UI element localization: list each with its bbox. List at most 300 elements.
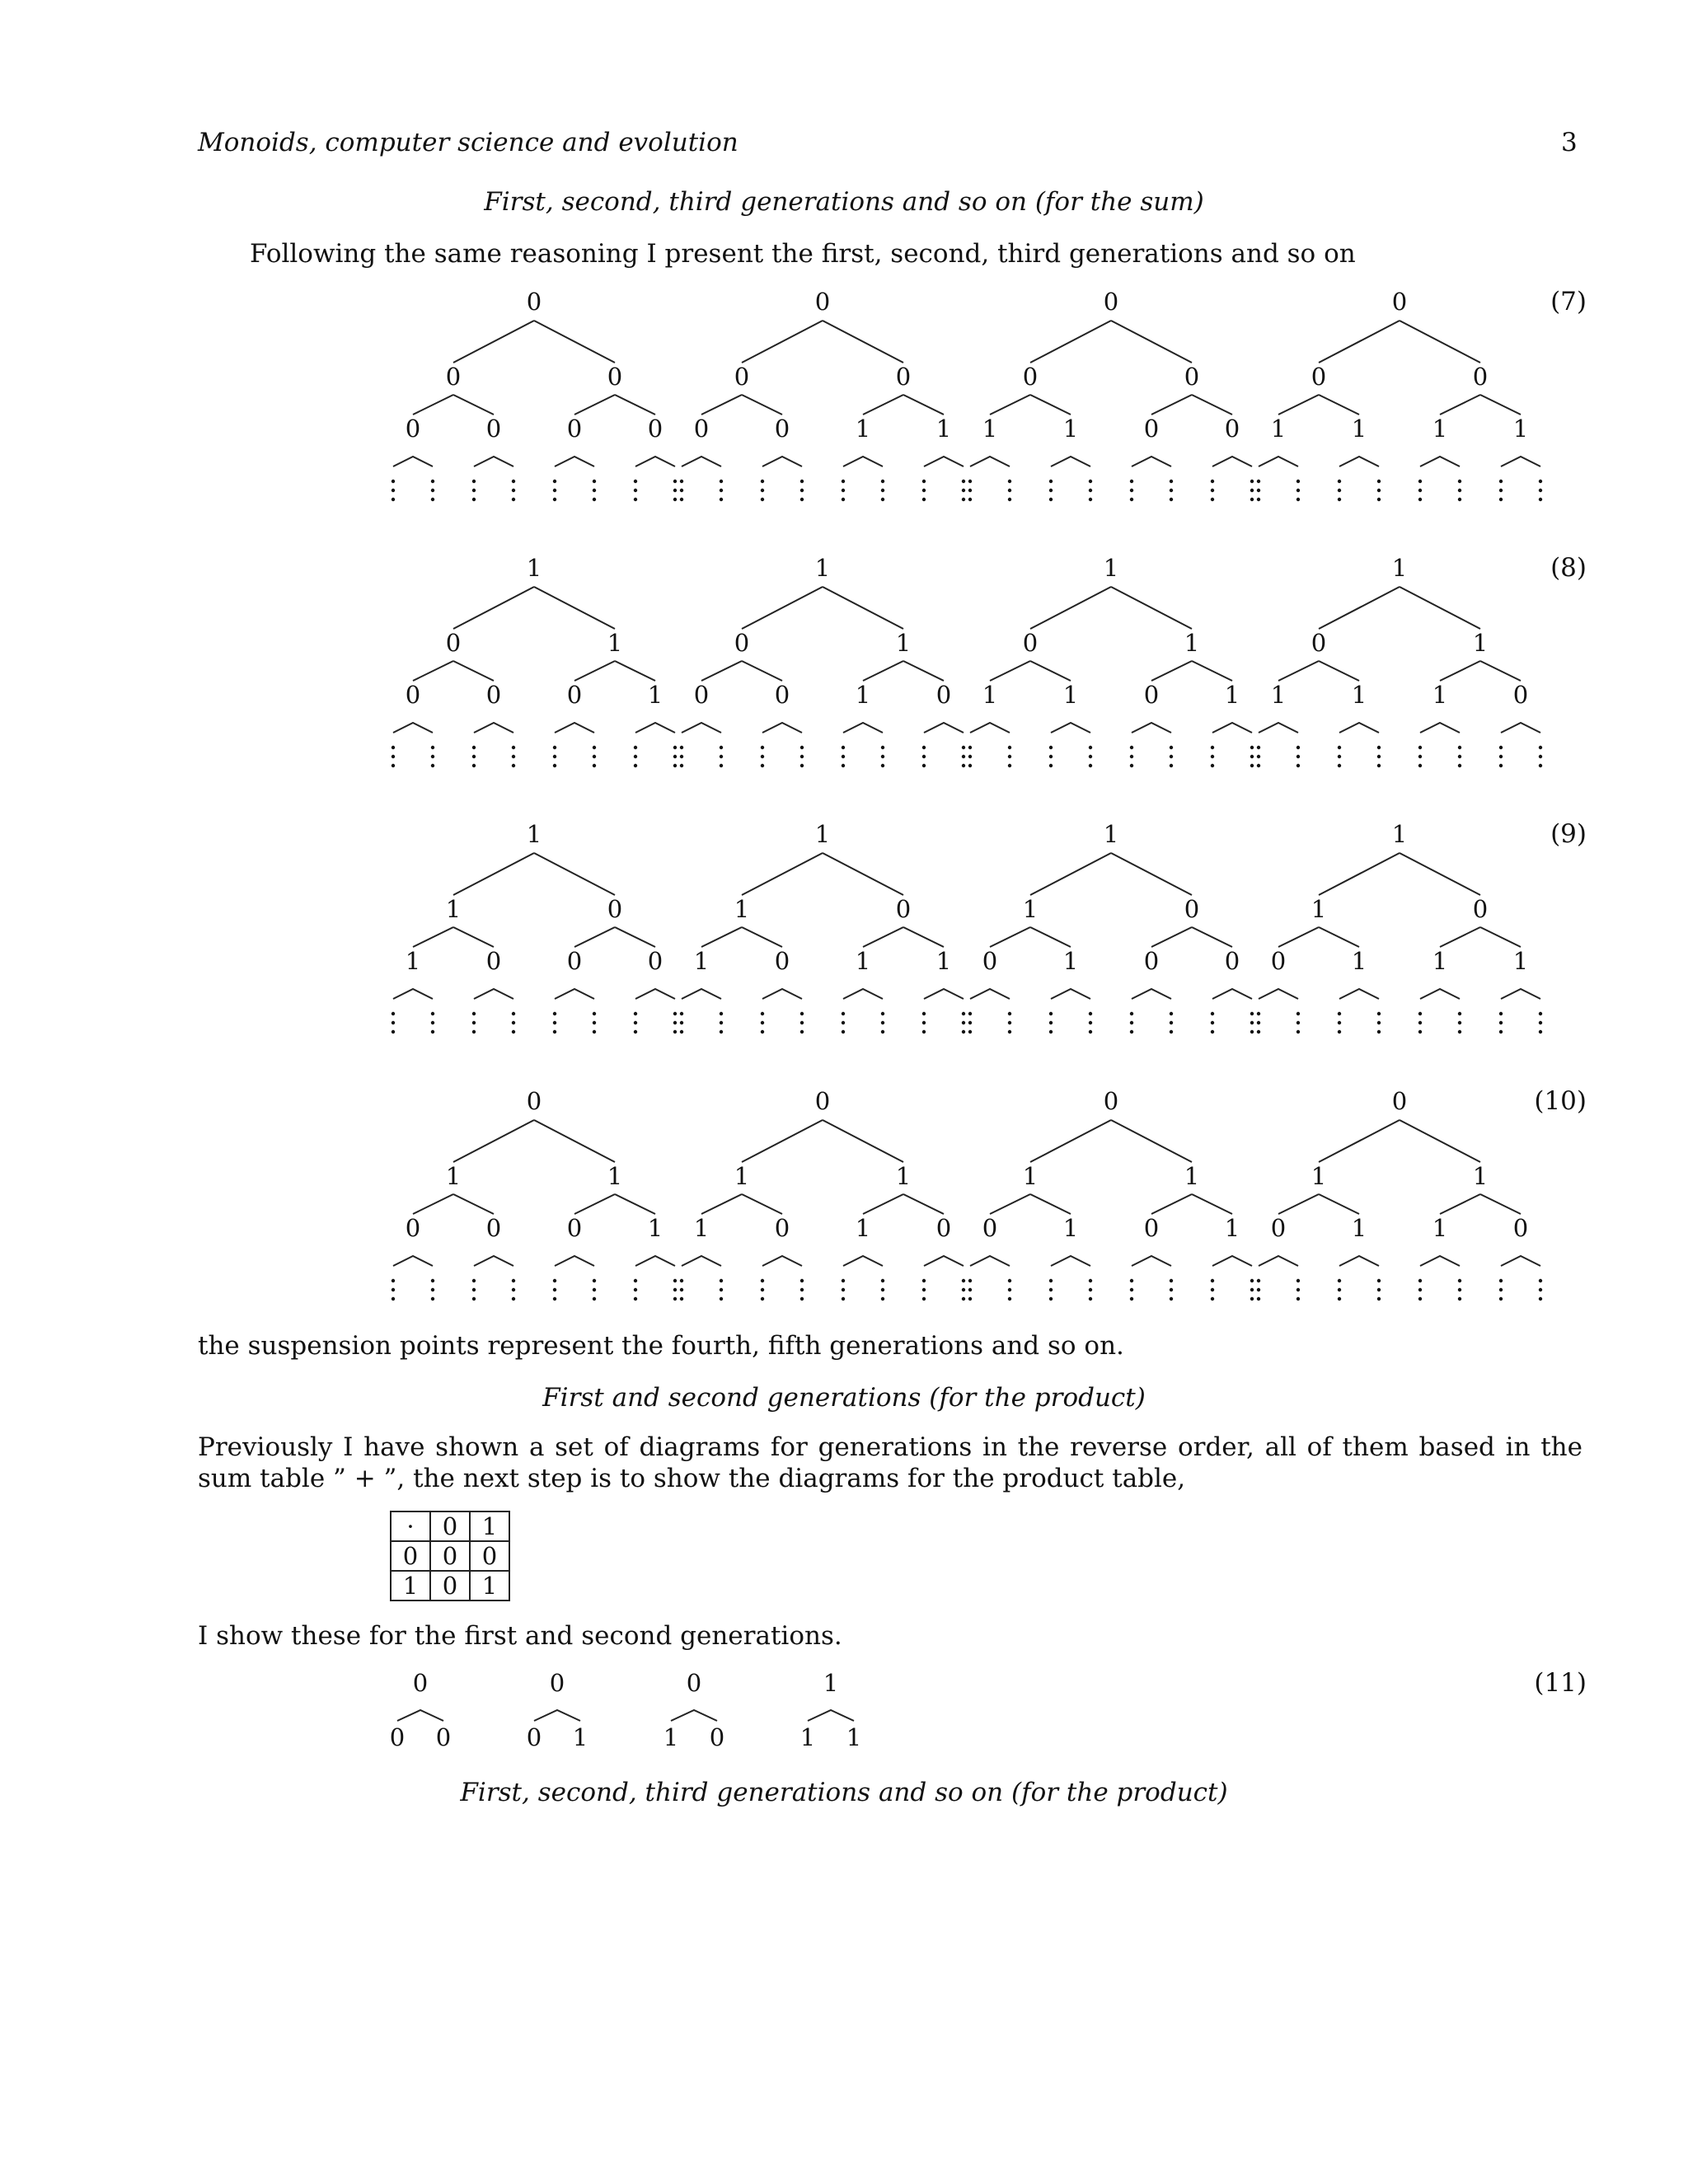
tree-edge [453,395,494,415]
tree-node-label: 1 [1472,1162,1489,1190]
suspension-dot [1211,746,1214,749]
suspension-dot [1458,755,1461,758]
suspension-dot [1499,1021,1503,1024]
suspension-dot [1539,489,1542,492]
tree-edge [1319,321,1400,363]
tree-edge [1030,927,1071,947]
suspension-dot [392,755,395,758]
tree-leaf-label: 1 [1062,947,1079,975]
tree-leaf-label: 0 [774,681,790,709]
tree-leaf-label: 1 [855,415,871,443]
suspension-dot [962,1297,965,1301]
tree-leaf-label: 0 [526,1723,542,1751]
tree-node-label: 0 [445,363,462,391]
suspension-dot [962,764,965,767]
tree-leaf-label: 0 [1512,681,1529,709]
suspension-dot [720,498,723,501]
tree-root-label: 0 [1103,1087,1119,1115]
tree-leaf-label: 0 [485,681,502,709]
suspension-dot [842,1012,845,1015]
suspension-dot [968,1297,972,1301]
suspension-dot [634,746,637,749]
suspension-dot [1049,1012,1053,1015]
suspension-dot [1257,489,1260,492]
suspension-dot [1499,1279,1503,1282]
suspension-dot [1089,755,1092,758]
tree-edge [1030,1120,1111,1162]
suspension-dot [431,764,434,767]
suspension-dot [842,1288,845,1291]
tree-edge [742,395,782,415]
suspension-dot [1458,1021,1461,1024]
table-cell: 0 [470,1541,509,1571]
suspension-dot [1418,489,1422,492]
suspension-dot [1377,1021,1381,1024]
suspension-dot [842,746,845,749]
tree-edge [990,1194,1030,1214]
suspension-dot [1049,1288,1053,1291]
tree-leaf-label: 1 [1512,415,1529,443]
tree-edge [701,661,742,681]
tree-edge [823,853,903,895]
tree-edge [453,587,534,629]
suspension-dot [922,1012,926,1015]
suspension-dot [1250,1012,1254,1015]
tree-edge [990,927,1030,947]
tree-edge [682,457,721,466]
tree-node-label: 1 [445,1162,462,1190]
suspension-dot [720,1288,723,1291]
suspension-dot [968,498,972,501]
suspension-dot [553,1279,556,1282]
tree-edge [970,723,1010,733]
suspension-dot [512,1288,515,1291]
tree-edge [863,661,903,681]
suspension-dot [1296,1288,1300,1291]
suspension-dot [680,1279,683,1282]
suspension-dot [1458,764,1461,767]
suspension-dot [472,755,476,758]
tree-edge [1212,457,1252,466]
tree-edge [1278,661,1319,681]
tree-edge [1501,1256,1540,1266]
suspension-dot [1377,489,1381,492]
suspension-dot [634,1279,637,1282]
suspension-dot [680,480,683,483]
tree-edge [762,1256,802,1266]
tree-edge [1339,1256,1379,1266]
tree-edge [1030,395,1071,415]
suspension-dot [680,1021,683,1024]
tree-edge [1111,853,1192,895]
suspension-dot [1089,1012,1092,1015]
tree-edge [843,457,883,466]
suspension-dot [761,1012,764,1015]
suspension-dot [593,1012,596,1015]
tree-edge [990,661,1030,681]
tree-edge [1319,927,1359,947]
suspension-dot [720,489,723,492]
suspension-dot [881,1012,884,1015]
product-small-trees [0,1665,1688,1764]
tree-edge [555,989,594,999]
tree-leaf-label: 1 [855,681,871,709]
tree-edge [1212,989,1252,999]
suspension-dot [1257,1279,1260,1282]
tree-edge [1051,1256,1090,1266]
tree-edge [1192,395,1232,415]
tree-leaf-label: 0 [1143,1214,1160,1242]
suspension-dot [1211,755,1214,758]
tree-edge [863,395,903,415]
tree-leaf-label: 1 [1062,681,1079,709]
suspension-dot [720,764,723,767]
suspension-dot [1296,746,1300,749]
suspension-dot [1458,498,1461,501]
tree-root-label: 0 [412,1669,429,1697]
tree-leaf-label: 1 [1062,415,1079,443]
tree-edge [863,1194,903,1214]
tree-edge [1030,321,1111,363]
table-cell: 0 [430,1541,470,1571]
tree-edge [1132,457,1171,466]
tree-leaf-label: 0 [405,1214,421,1242]
tree-root-label: 0 [526,288,542,316]
tree-edge [1339,457,1379,466]
suspension-dot [472,746,476,749]
suspension-dot [1250,764,1254,767]
suspension-dot [1250,489,1254,492]
tree-edge [453,853,534,895]
suspension-dot [680,1288,683,1291]
tree-edge [393,457,433,466]
tree-edge [1400,587,1480,629]
suspension-dot [842,498,845,501]
tree-edge [534,1120,615,1162]
suspension-dot [842,480,845,483]
suspension-dot [1539,1279,1542,1282]
tree-node-label: 1 [1184,629,1200,657]
table-row [391,1511,509,1541]
suspension-dot [673,764,677,767]
suspension-dot [842,489,845,492]
suspension-dot [512,746,515,749]
suspension-dot [553,1297,556,1301]
tree-edge [1259,989,1298,999]
suspension-dot [922,1297,926,1301]
tree-edge [823,321,903,363]
suspension-dot [881,755,884,758]
tree-edge [635,989,675,999]
suspension-dot [1250,1297,1254,1301]
suspension-dot [680,1030,683,1033]
tree-leaf-label: 1 [1224,1214,1240,1242]
suspension-dot [1257,755,1260,758]
suspension-dot [1338,1021,1341,1024]
product-intro-paragraph: Previously I have shown a set of diagrams for generations in the reverse order, all of them based in the sum table ” + ”, the next step is to show the diagrams for the product table, [198,1432,1582,1493]
suspension-dot [962,498,965,501]
tree-leaf-label: 1 [982,415,998,443]
tree-edge [534,853,615,895]
tree-edge [1051,723,1090,733]
tree-leaf-label: 1 [1351,947,1367,975]
tree-leaf-label: 1 [1351,681,1367,709]
suspension-dot [968,746,972,749]
suspension-dot [962,1288,965,1291]
tree-node-label: 1 [895,1162,912,1190]
table-cell: 0 [430,1571,470,1601]
suspension-dot [673,755,677,758]
suspension-dot [1008,764,1011,767]
suspension-dot [1296,1279,1300,1282]
suspension-dot [1049,1297,1053,1301]
suspension-dot [842,1297,845,1301]
tree-edge [1440,395,1480,415]
tree-edge [635,1256,675,1266]
tree-node-label: 1 [1311,1162,1327,1190]
tree-edge [453,1194,494,1214]
suspension-dot [1008,1288,1011,1291]
suspension-dot [593,1288,596,1291]
suspension-dot [1458,746,1461,749]
tree-root-label: 1 [814,554,831,582]
suspension-dot [761,1288,764,1291]
suspension-dot [1049,480,1053,483]
tree-leaf-label: 0 [1143,415,1160,443]
suspension-dot [1170,480,1173,483]
suspension-dot [881,498,884,501]
suspension-dot [881,480,884,483]
suspension-dot [881,489,884,492]
suspension-dot [968,480,972,483]
tree-leaf-label: 0 [485,415,502,443]
diagram-block [392,1086,1587,1301]
suspension-dot [1499,498,1503,501]
tree-node-label: 0 [1184,363,1200,391]
tree-edge [762,723,802,733]
section-heading-sum: First, second, third generations and so on (for the sum) [484,187,1204,217]
tree-node-label: 1 [734,895,750,923]
tree-edge [1501,989,1540,999]
suspension-dot [761,1279,764,1282]
suspension-dot [512,1279,515,1282]
suspension-dot [634,489,637,492]
suspension-dot [1458,1279,1461,1282]
tree-edge [453,927,494,947]
tree-node-label: 0 [1472,895,1489,923]
tree-leaf-label: 0 [485,1214,502,1242]
tree-leaf-label: 1 [1432,681,1448,709]
suspension-dot [720,480,723,483]
suspension-dot [922,489,926,492]
suspension-dot [1458,489,1461,492]
suspension-dot [512,1012,515,1015]
suspension-dot [431,498,434,501]
suspension-dot [1296,1021,1300,1024]
tree-leaf-label: 0 [774,947,790,975]
suspension-dot [1089,489,1092,492]
tree-edge [574,395,615,415]
tree-leaf-label: 0 [1224,947,1240,975]
section-heading-product-next: First, second, third generations and so on (for the product) [460,1778,1228,1807]
suspension-dot [1008,1021,1011,1024]
suspension-dot [1008,1012,1011,1015]
tree-root-label: 1 [1103,820,1119,848]
small-tree [527,1669,588,1751]
tree-leaf-label: 1 [855,947,871,975]
diagram-block [392,287,1587,501]
suspension-dot [512,480,515,483]
tree-edge [1480,1194,1521,1214]
tree-leaf-label: 1 [855,1214,871,1242]
suspension-dot [922,764,926,767]
tree-edge [970,989,1010,999]
suspension-dot [1130,1012,1133,1015]
suspension-dot [1539,755,1542,758]
suspension-dot [1130,755,1133,758]
tree-leaf-label: 0 [935,681,952,709]
suspension-dot [1539,480,1542,483]
suspension-dot [1458,1288,1461,1291]
tree-edge [1212,1256,1252,1266]
tree-leaf-label: 0 [405,681,421,709]
tree-leaf-label: 0 [647,947,663,975]
tree-edge [1420,723,1460,733]
suspension-dot [761,489,764,492]
suspension-dot [680,489,683,492]
tree-leaf-label: 0 [693,681,710,709]
suspension-dot [1257,746,1260,749]
suspension-dot [1418,1021,1422,1024]
tree-edge [635,457,675,466]
tree-node-label: 0 [734,629,750,657]
suspension-dot [593,755,596,758]
tree-leaf-label: 0 [935,1214,952,1242]
suspension-dot [472,764,476,767]
suspension-dot [842,1279,845,1282]
tree-edge [393,723,433,733]
tree-edge [924,1256,964,1266]
table-cell: 0 [430,1511,470,1541]
tree-edge [742,1194,782,1214]
suspension-dot [512,1297,515,1301]
tree-edge [1132,989,1171,999]
table-row [391,1571,509,1601]
tree-edge [474,457,513,466]
suspension-dot [968,1012,972,1015]
suspension-dot [1296,480,1300,483]
tree-edge [453,1120,534,1162]
suspension-dot [593,1279,596,1282]
tree-edge [555,457,594,466]
section-heading-product: First and second generations (for the product) [542,1383,1146,1413]
tree-leaf-label: 1 [647,1214,663,1242]
tree-node-label: 0 [1022,629,1039,657]
suspension-dot [800,489,804,492]
tree-edge [1440,661,1480,681]
suspension-dot [593,489,596,492]
suspension-dot [1089,1279,1092,1282]
suspension-dot [1089,498,1092,501]
suspension-dot [1089,1030,1092,1033]
tree-root-label: 1 [1391,554,1408,582]
tree-leaf-label: 1 [1062,1214,1079,1242]
suspension-dot [842,1021,845,1024]
suspension-dot [553,755,556,758]
tree-edge [742,1120,823,1162]
suspension-dot [512,1030,515,1033]
tree-leaf-label: 0 [1512,1214,1529,1242]
tree-leaf-label: 0 [693,415,710,443]
tree-edge [1420,457,1460,466]
tree-leaf-label: 0 [435,1723,452,1751]
tree-edge [1440,1194,1480,1214]
tree-edge [1259,457,1298,466]
suspension-dot [1458,1030,1461,1033]
tree-edge [742,853,823,895]
suspension-dot [392,746,395,749]
tree-edge [1319,587,1400,629]
suspension-dot [553,764,556,767]
tree-edge [474,723,513,733]
suspension-dot [1499,480,1503,483]
suspension-dot [553,498,556,501]
tree-edge [903,1194,944,1214]
suspension-dot [1418,1297,1422,1301]
suspension-dot [1170,489,1173,492]
suspension-dot [800,480,804,483]
sum-intro-text: Following the same reasoning I present the first, second, third generations and so on [250,239,1356,269]
tree-edge [903,661,944,681]
suspension-dot [1499,764,1503,767]
suspension-dot [1170,764,1173,767]
tree-edge [924,723,964,733]
suspension-dot [800,755,804,758]
tree-node-label: 1 [1022,1162,1039,1190]
suspension-dot [392,1279,395,1282]
suspension-dot [720,1279,723,1282]
tree-edge [1400,321,1480,363]
tree-node-label: 0 [1311,629,1327,657]
tree-edge [742,661,782,681]
suspension-dot [1049,498,1053,501]
suspension-dot [593,498,596,501]
tree-edge [393,989,433,999]
tree-edge [1319,853,1400,895]
suspension-dot [1049,755,1053,758]
suspension-dot [922,498,926,501]
tree-edge [1319,1120,1400,1162]
tree-edge [701,395,742,415]
suspension-dot [1089,480,1092,483]
tree-leaf-label: 0 [566,1214,583,1242]
suspension-dot [472,489,476,492]
tree-node-label: 1 [1022,895,1039,923]
tree-node-label: 0 [1472,363,1489,391]
suspension-dot [680,1012,683,1015]
suspension-dot [1257,1012,1260,1015]
suspension-dot [431,746,434,749]
suspension-dot [1338,1030,1341,1033]
suspension-dot [968,764,972,767]
suspension-dot [1499,746,1503,749]
suspension-dot [634,1030,637,1033]
suspension-dot [800,1021,804,1024]
suspension-dot [962,1012,965,1015]
suspension-dot [881,1021,884,1024]
tree-leaf-label: 0 [647,415,663,443]
suspension-dot [962,480,965,483]
